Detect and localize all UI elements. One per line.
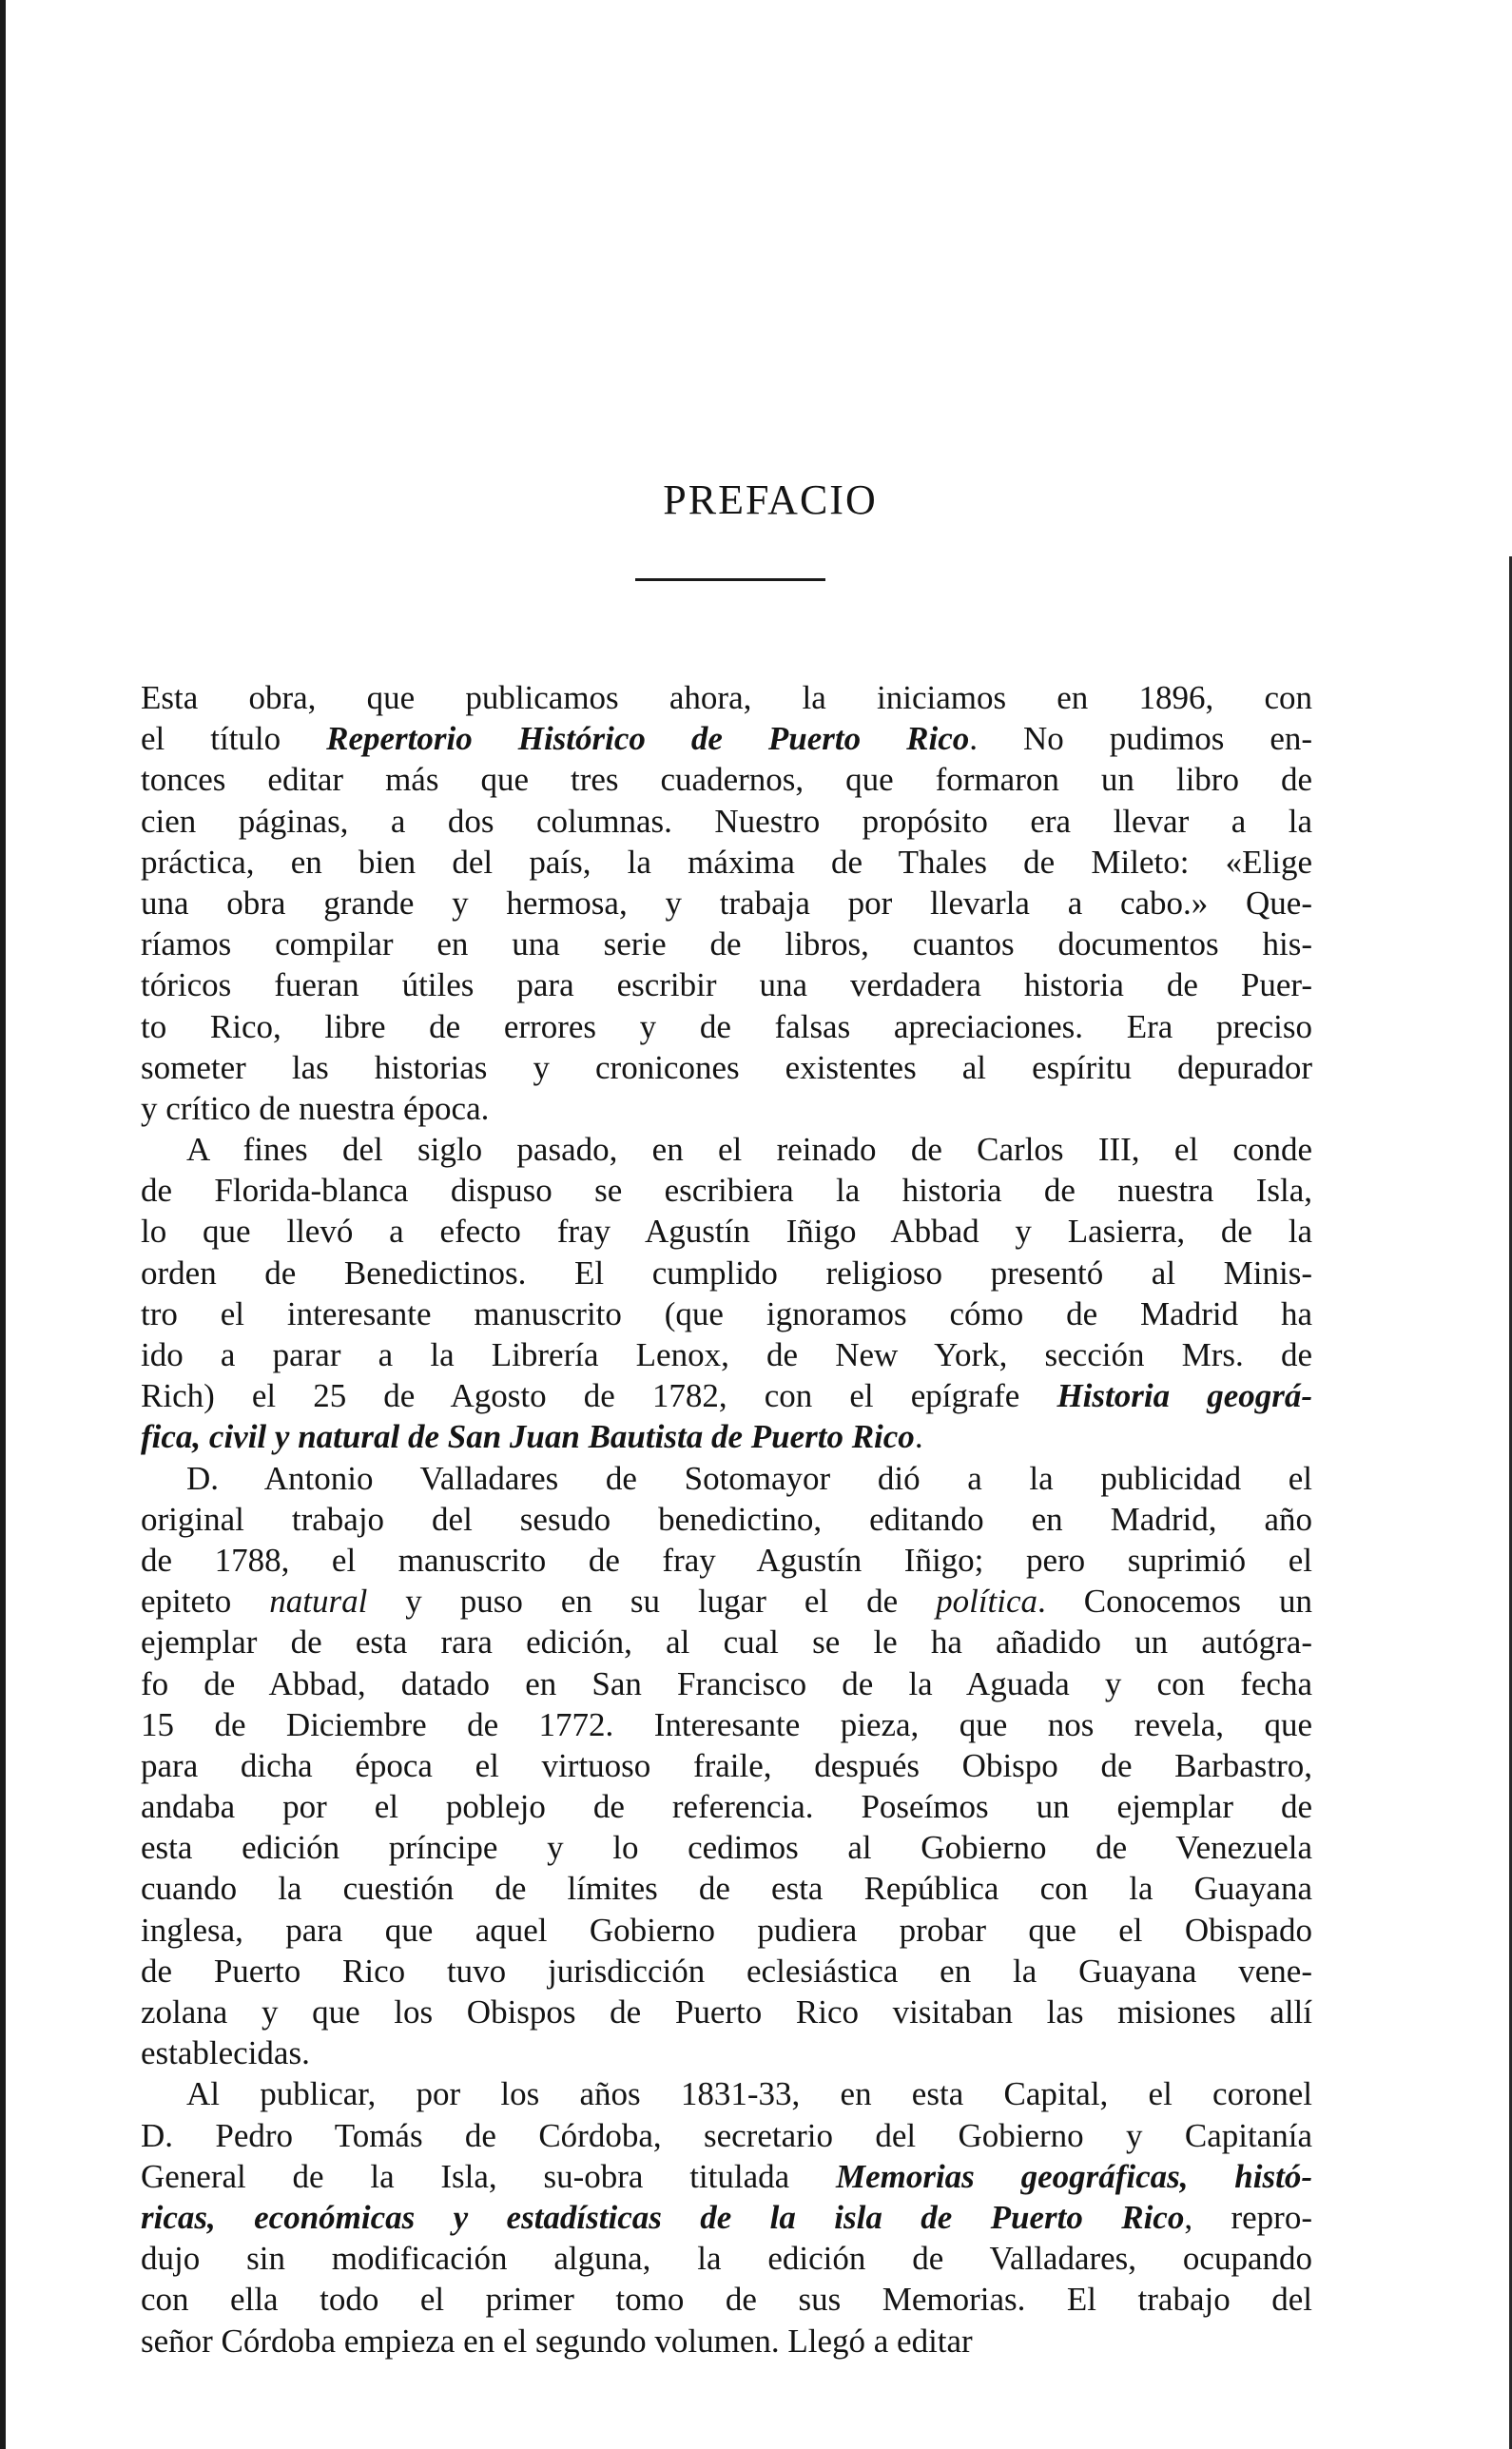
text-run: el título (141, 720, 327, 758)
text-line (141, 883, 1312, 923)
text-line (141, 2238, 1312, 2279)
paragraph (141, 1458, 1312, 2074)
text-line (141, 1622, 1312, 1662)
text-line (141, 2197, 1312, 2238)
body-text (141, 677, 1312, 2362)
text-run: tro el interesante manuscrito (que ignoramos cómo de Madrid ha (141, 1294, 1312, 1332)
text-line (141, 2321, 1312, 2362)
text-run: de 1788, el manuscrito de fray Agustín Iñigo; pero suprimió el (141, 1541, 1312, 1579)
text-run: cuando la cuestión de límites de esta República con la Guayana (141, 1870, 1312, 1908)
text-run: fo de Abbad, datado en San Francisco de la Aguada y con fecha (141, 1664, 1312, 1702)
text-line (141, 1334, 1312, 1375)
text-run: A fines del siglo pasado, en el reinado de Carlos III, el conde (186, 1131, 1312, 1169)
text-run: señor Córdoba empieza en el segundo volumen. Llegó a editar (141, 2322, 973, 2360)
text-line (141, 1458, 1312, 1499)
text-line (141, 1293, 1312, 1334)
text-line (141, 1868, 1312, 1909)
text-line (141, 1581, 1312, 1622)
text-run: original trabajo del sesudo benedictino, editando en Madrid, año (141, 1500, 1312, 1538)
paragraph (141, 1129, 1312, 1458)
scan-edge-left (0, 0, 6, 2449)
emphasis-text: ricas, económicas y estadísticas de la isla de Puerto Rico (141, 2198, 1185, 2236)
paragraph (141, 677, 1312, 1129)
text-run: someter las historias y cronicones existentes al espíritu depurador (141, 1048, 1312, 1086)
text-run: práctica, en bien del país, la máxima de Thales de Mileto: «Elige (141, 843, 1312, 881)
text-line (141, 1951, 1312, 1992)
text-run: . (914, 1418, 923, 1456)
text-run: ido a parar a la Librería Lenox, de New York, sección Mrs. de (141, 1336, 1312, 1373)
text-run: inglesa, para que aquel Gobierno pudiera probar que el Obispado (141, 1911, 1312, 1949)
text-line (141, 1211, 1312, 1252)
text-run: . Conocemos un (1037, 1583, 1312, 1621)
text-run: de Puerto Rico tuvo jurisdicción eclesiástica en la Guayana vene- (141, 1952, 1312, 1990)
text-run: Esta obra, que publicamos ahora, la iniciamos en 1896, con (141, 679, 1312, 716)
text-line (141, 2279, 1312, 2320)
text-line (141, 1129, 1312, 1170)
text-run: General de la Isla, su-obra titulada (141, 2157, 836, 2195)
text-line (141, 2156, 1312, 2197)
paragraph (141, 2073, 1312, 2361)
text-run: . No pudimos en- (969, 720, 1312, 758)
text-line (141, 2115, 1312, 2156)
text-run: Rich) el 25 de Agosto de 1782, con el epígrafe (141, 1377, 1057, 1415)
text-line (141, 1253, 1312, 1293)
text-run: establecidas. (141, 2034, 310, 2072)
text-run: D. Antonio Valladares de Sotomayor dió a la publicidad el (186, 1459, 1312, 1497)
text-line (141, 718, 1312, 759)
text-line (141, 1663, 1312, 1704)
text-run: cien páginas, a dos columnas. Nuestro propósito era llevar a la (141, 802, 1312, 840)
text-line (141, 923, 1312, 964)
text-run: to Rico, libre de errores y de falsas apreciaciones. Era preciso (141, 1007, 1312, 1045)
text-run: D. Pedro Tomás de Córdoba, secretario del Gobierno y Capitanía (141, 2116, 1312, 2154)
text-line (141, 1006, 1312, 1047)
text-run: 15 de Diciembre de 1772. Interesante pieza, que nos revela, que (141, 1705, 1312, 1743)
emphasis-text: natural (269, 1583, 368, 1621)
text-run: con ella todo el primer tomo de sus Memorias. El trabajo del (141, 2281, 1312, 2319)
text-line (141, 1910, 1312, 1951)
text-run: de Florida-blanca dispuso se escribiera la historia de nuestra Isla, (141, 1172, 1312, 1210)
emphasis-text: fica, civil y natural de San Juan Bautista de Puerto Rico (141, 1418, 915, 1456)
text-line (141, 1088, 1312, 1129)
emphasis-text: Memorias geográficas, histó- (835, 2157, 1312, 2195)
text-line (141, 2073, 1312, 2114)
text-run: esta edición príncipe y lo cedimos al Gobierno de Venezuela (141, 1829, 1312, 1867)
text-line (141, 1704, 1312, 1745)
text-line (141, 801, 1312, 842)
text-run: tóricos fueran útiles para escribir una verdadera historia de Puer- (141, 966, 1312, 1004)
text-line (141, 677, 1312, 718)
text-run: epiteto (141, 1583, 270, 1621)
text-run: ríamos compilar en una serie de libros, cuantos documentos his- (141, 925, 1312, 963)
text-line (141, 2032, 1312, 2073)
text-line (141, 1170, 1312, 1211)
text-run: ejemplar de esta rara edición, al cual se le ha añadido un autógra- (141, 1623, 1312, 1662)
text-run: , repro- (1184, 2198, 1312, 2236)
page-title: PREFACIO (663, 476, 878, 523)
text-run: orden de Benedictinos. El cumplido religioso presentó al Minis- (141, 1254, 1312, 1292)
text-line (141, 1992, 1312, 2032)
text-line (141, 1375, 1312, 1416)
emphasis-text: Repertorio Histórico de Puerto Rico (326, 720, 970, 758)
text-line (141, 964, 1312, 1005)
title-rule (635, 578, 825, 581)
text-line (141, 1540, 1312, 1581)
text-line (141, 759, 1312, 800)
text-run: dujo sin modificación alguna, la edición de Valladares, ocupando (141, 2240, 1312, 2278)
text-run: una obra grande y hermosa, y trabaja por llevarla a cabo.» Que- (141, 884, 1312, 922)
text-run: y puso en su lugar el de (367, 1583, 937, 1621)
text-run: tonces editar más que tres cuadernos, que formaron un libro de (141, 761, 1312, 799)
text-line (141, 1499, 1312, 1540)
text-run: para dicha época el virtuoso fraile, después Obispo de Barbastro, (141, 1746, 1312, 1784)
text-run: lo que llevó a efecto fray Agustín Iñigo Abbad y Lasierra, de la (141, 1213, 1312, 1251)
text-line (141, 1047, 1312, 1088)
text-line (141, 1416, 1312, 1457)
text-line (141, 1786, 1312, 1827)
text-run: y crítico de nuestra época. (141, 1089, 490, 1127)
text-line (141, 842, 1312, 883)
text-run: zolana y que los Obispos de Puerto Rico visitaban las misiones allí (141, 1993, 1312, 2031)
text-run: andaba por el poblejo de referencia. Poseímos un ejemplar de (141, 1788, 1312, 1826)
text-run: Al publicar, por los años 1831-33, en esta Capital, el coronel (186, 2075, 1312, 2113)
text-line (141, 1827, 1312, 1868)
emphasis-text: política (936, 1583, 1038, 1621)
emphasis-text: Historia geográ- (1056, 1377, 1312, 1415)
text-line (141, 1745, 1312, 1786)
